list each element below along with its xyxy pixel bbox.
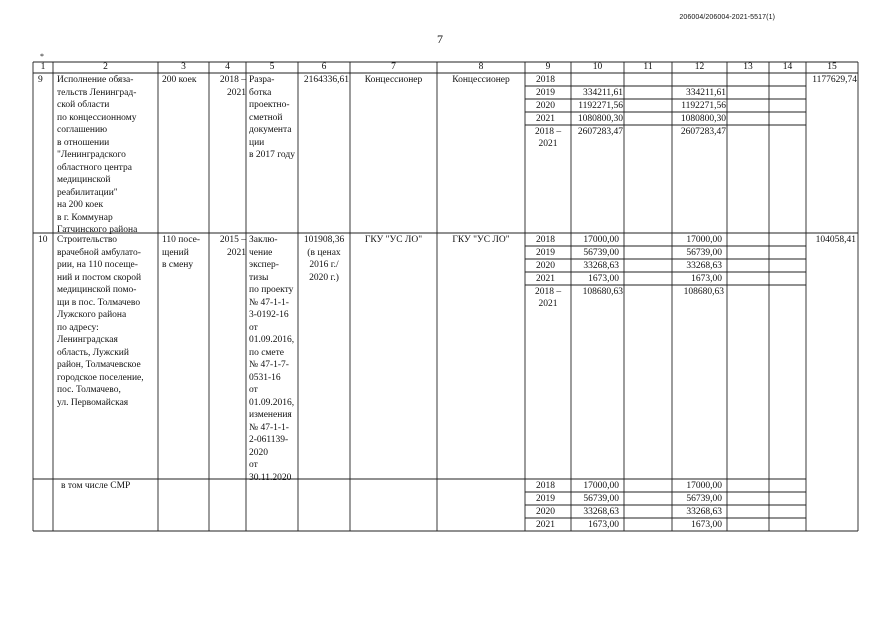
header-col-12: 12 (694, 62, 705, 72)
row9-developer: Концессионер (452, 75, 510, 85)
row9-name: Исполнение обяза- тельств Ленинград- ской области по концессионному соглашению в отношении "Ленинградского областного центра медицинской реабилитации" на 200 коек в г. Коммунар Гатчинского района (57, 75, 138, 235)
row10-col10: 56739,00 (583, 248, 619, 258)
row10-col12: 17000,00 (686, 235, 722, 245)
row9-capacity: 200 коек (162, 75, 197, 85)
row9-col10: 1080800,30 (577, 114, 623, 124)
document-id: 206004/206004-2021-5517(1) (679, 14, 775, 21)
page-number: 7 (437, 32, 443, 46)
smr-year: 2018 (536, 481, 555, 491)
row10-number: 10 (38, 235, 48, 245)
header-col-13: 13 (743, 62, 753, 72)
header-col-9: 9 (545, 62, 551, 72)
row10-col10: 17000,00 (583, 235, 619, 245)
row9-customer: Концессионер (364, 75, 423, 85)
row10-cost: 101908,36 (в ценах 2016 г./ 2020 г.) (303, 235, 345, 283)
row10-capacity: 110 посе- щений в смену (162, 235, 201, 270)
header-col-5: 5 (269, 62, 275, 72)
row10-year: 2019 (536, 248, 555, 258)
row9-col15: 1177629,74 (812, 75, 857, 85)
row10-col12: 56739,00 (686, 248, 722, 258)
smr-year: 2021 (536, 520, 555, 530)
header-col-10: 10 (592, 62, 603, 72)
row9-number: 9 (38, 75, 43, 85)
row9-year-total: 2018 – 2021 (534, 127, 562, 149)
row9-col12: 334211,61 (685, 88, 726, 98)
row9-col12: 1080800,30 (680, 114, 726, 124)
row10-year-total: 2018 – 2021 (534, 287, 562, 309)
row10-period: 2015 – 2021 (219, 235, 246, 258)
row9-doc: Разра- ботка проектно- сметной документа ции в 2017 году (249, 75, 295, 160)
smr-col12: 1673,00 (691, 520, 722, 530)
row9-year: 2020 (536, 101, 555, 111)
header-col-8: 8 (478, 62, 484, 72)
corner-mark: * (40, 52, 44, 61)
row9-col10: 2607283,47 (577, 127, 623, 137)
row10-col10: 1673,00 (588, 274, 619, 284)
row10-col12: 108680,63 (683, 287, 724, 297)
smr-col10: 17000,00 (583, 481, 619, 491)
smr-col12: 33268,63 (686, 507, 722, 517)
header-col-7: 7 (391, 62, 396, 72)
row9-col12: 2607283,47 (680, 127, 726, 137)
smr-col10: 1673,00 (588, 520, 619, 530)
row9-col12: 1192271,56 (681, 101, 726, 111)
header-col-3: 3 (181, 62, 186, 72)
header-col-1: 1 (40, 62, 46, 72)
header-col-11: 11 (643, 62, 653, 72)
row10-col10: 108680,63 (582, 287, 623, 297)
row10-col12: 1673,00 (691, 274, 722, 284)
row9-year: 2018 (536, 75, 555, 85)
smr-col10: 33268,63 (583, 507, 619, 517)
row9-col10: 1192271,56 (578, 101, 623, 111)
row9-cost: 2164336,61 (303, 75, 349, 85)
smr-label: в том числе СМР (61, 481, 131, 491)
row10-name: Строительство врачебной амбулато- рии, на 110 посеще- ний и постом скорой медицинской помо- щи в пос. Толмачево Лужского района по адресу: Ленинградская область, Лужский район, Толмачевское городское поселение, пос. Толмачево, ул. Первомайская (57, 235, 144, 408)
row9-year: 2019 (536, 88, 555, 98)
row10-doc: Заклю- чение экспер- тизы по проекту № 47-1-1- 3-0192-16 от 01.09.2016, по смете № 47-1-7- 0531-16 от 01.09.2016, изменения № 47-1-1- 2-061139- 2020 от 30.11.2020 (249, 235, 295, 483)
header-col-4: 4 (225, 62, 230, 72)
header-col-14: 14 (782, 62, 793, 72)
row10-year: 2021 (536, 274, 555, 284)
row10-col12: 33268,63 (686, 261, 722, 271)
row9-col10: 334211,61 (582, 88, 623, 98)
row10-developer: ГКУ "УС ЛО" (452, 235, 510, 245)
row9-period: 2018 – 2021 (219, 75, 246, 98)
row10-col10: 33268,63 (583, 261, 619, 271)
smr-year: 2019 (536, 494, 555, 504)
smr-year: 2020 (536, 507, 555, 517)
row9-year: 2021 (536, 114, 555, 124)
smr-col10: 56739,00 (583, 494, 619, 504)
row10-year: 2020 (536, 261, 555, 271)
smr-col12: 17000,00 (686, 481, 722, 491)
row10-col15: 104058,41 (815, 235, 856, 245)
row10-year: 2018 (536, 235, 555, 245)
row10-customer: ГКУ "УС ЛО" (364, 235, 423, 245)
smr-col12: 56739,00 (686, 494, 722, 504)
header-col-6: 6 (321, 62, 327, 72)
header-col-2: 2 (103, 62, 108, 72)
header-col-15: 15 (827, 62, 837, 72)
